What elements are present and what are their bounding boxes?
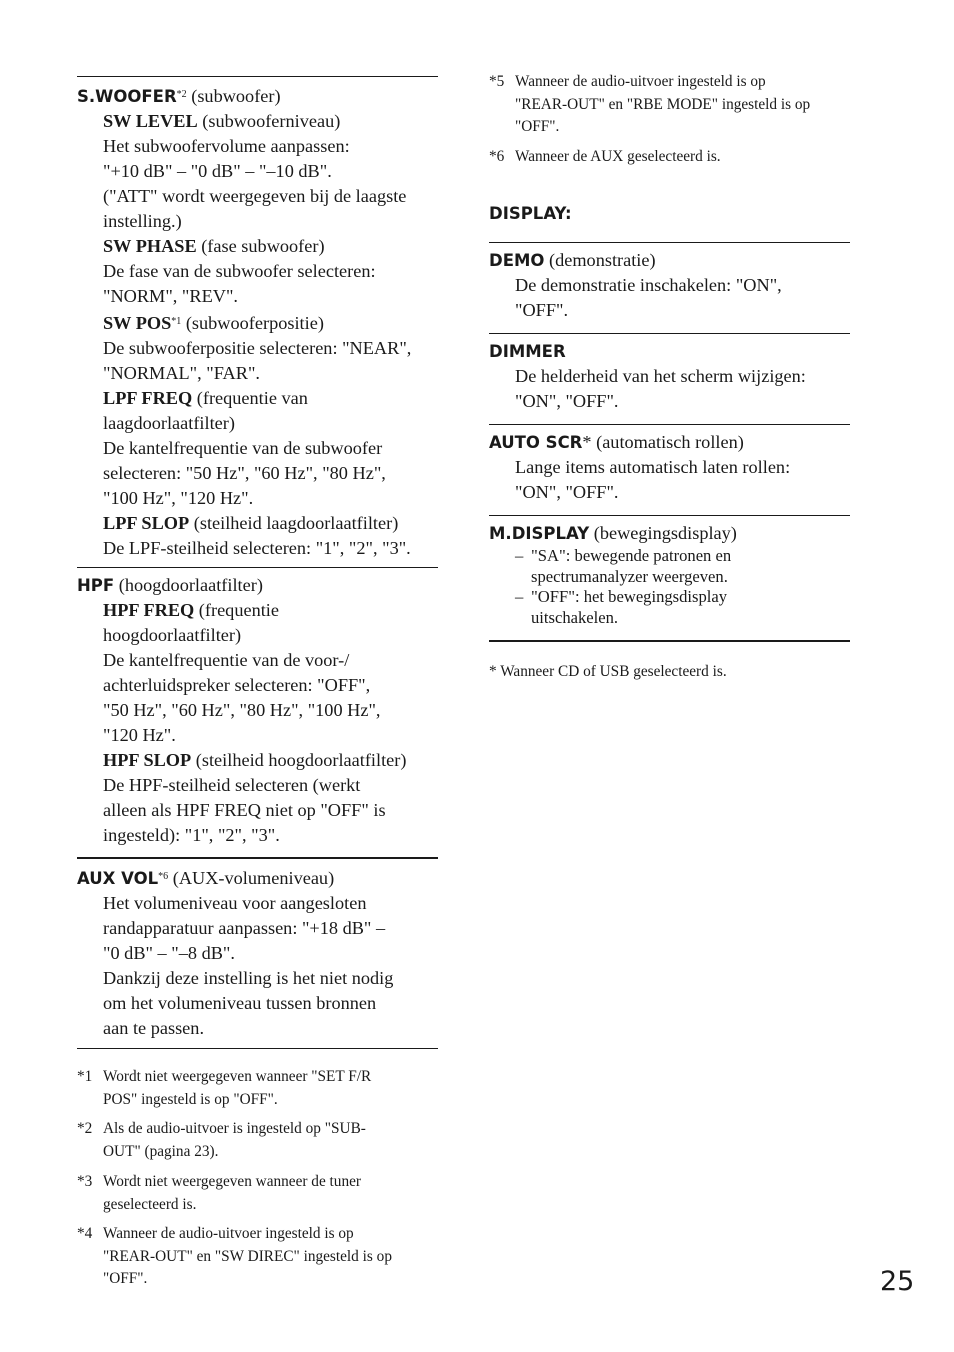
heading-label: AUTO SCR	[489, 433, 583, 452]
footnote-mark: *1	[77, 1068, 93, 1085]
section-heading	[489, 339, 850, 364]
text-line: Wordt niet weergegeven wanneer de tuner	[103, 1173, 361, 1190]
final-footnote: * Wanneer CD of USB geselecteerd is.	[489, 663, 727, 680]
text-line: geselecteerd is.	[103, 1195, 197, 1213]
section-heading	[489, 521, 850, 546]
text-line: Het subwoofervolume aanpassen:	[103, 136, 350, 156]
heading-desc: (demonstratie)	[544, 250, 656, 270]
footnote	[489, 146, 850, 169]
text-line: "OFF".	[515, 300, 569, 320]
section-heading	[77, 573, 438, 598]
item-desc: (steilheid hoogdoorlaatfilter)	[191, 750, 407, 770]
item-label: SW POS	[103, 313, 172, 333]
divider	[489, 333, 850, 334]
text-line: "OFF".	[515, 118, 560, 135]
item-sw-level	[103, 109, 438, 234]
text-line: uitschakelen.	[531, 607, 619, 627]
footnote-mark: *2	[77, 1120, 93, 1137]
text-line: De fase van de subwoofer selecteren:	[103, 261, 376, 281]
item-desc: (subwooferpositie)	[181, 313, 324, 333]
divider	[77, 857, 438, 859]
section-heading	[489, 248, 850, 273]
text-line: aan te passen.	[103, 1018, 205, 1038]
section-heading	[489, 430, 850, 455]
text-line: "NORMAL", "FAR".	[103, 363, 260, 383]
text-line: Wanneer de AUX geselecteerd is.	[515, 148, 721, 165]
item-desc: hoogdoorlaatfilter)	[103, 625, 242, 645]
text-line: "REAR-OUT" en "RBE MODE" ingesteld is op	[515, 95, 811, 113]
footnote	[77, 1171, 438, 1216]
text-line: Dankzij deze instelling is het niet nodig	[103, 968, 394, 988]
item-desc: (frequentie	[194, 600, 279, 620]
text-line: De kantelfrequentie van de voor-/	[103, 650, 350, 670]
text-line: achterluidspreker selecteren: "OFF",	[103, 675, 371, 695]
divider	[489, 515, 850, 516]
text-line: OUT" (pagina 23).	[103, 1142, 219, 1160]
dash-marker: –	[515, 546, 524, 565]
item-lpf-freq	[103, 386, 438, 511]
footnote-ref: *2	[176, 89, 187, 100]
text-line: "SA": bewegende patronen en	[531, 546, 732, 565]
text-line: "REAR-OUT" en "SW DIREC" ingesteld is op	[103, 1247, 392, 1265]
divider	[489, 424, 850, 425]
text-line: "NORM", "REV".	[103, 286, 238, 306]
text-line: "ON", "OFF".	[515, 391, 619, 411]
text-line: "0 dB" – "–8 dB".	[103, 943, 235, 963]
footnote-mark: *6	[489, 148, 505, 165]
item-sw-pos	[103, 309, 438, 386]
section-aux-vol	[77, 864, 438, 1041]
footnote	[77, 1066, 438, 1111]
display-heading: DISPLAY:	[489, 204, 572, 223]
item-label: LPF SLOP	[103, 513, 190, 533]
footnote-ref: *1	[171, 316, 182, 327]
text-line: "ON", "OFF".	[515, 482, 619, 502]
text-line: selecteren: "50 Hz", "60 Hz", "80 Hz",	[103, 463, 386, 483]
divider	[489, 242, 850, 243]
heading-label: M.DISPLAY	[489, 524, 590, 543]
text-line: "50 Hz", "60 Hz", "80 Hz", "100 Hz",	[103, 700, 381, 720]
bullet-list	[515, 546, 850, 628]
section-hpf	[77, 573, 438, 848]
footnote	[77, 1118, 438, 1163]
section-swoofer	[77, 82, 438, 561]
section-heading	[77, 864, 438, 891]
footnote	[77, 1223, 438, 1291]
heading-label: AUX VOL	[77, 869, 159, 888]
footnote-mark: *4	[77, 1225, 93, 1242]
text-line: De subwooferpositie selecteren: "NEAR",	[103, 338, 412, 358]
text-line: De demonstratie inschakelen: "ON",	[515, 275, 782, 295]
text-line: "OFF".	[103, 1270, 148, 1287]
item-label: SW LEVEL	[103, 111, 198, 131]
item-lpf-slop	[103, 511, 438, 561]
heading-desc: (subwoofer)	[186, 86, 281, 106]
item-desc: (steilheid laagdoorlaatfilter)	[189, 513, 399, 533]
section-m-display	[489, 521, 850, 628]
footnote-ref: *6	[158, 871, 169, 882]
item-sw-phase	[103, 234, 438, 309]
text-line: "120 Hz".	[103, 725, 176, 745]
item-label: LPF FREQ	[103, 388, 193, 408]
list-item	[515, 587, 850, 628]
section-auto-scr	[489, 430, 850, 505]
item-label: HPF FREQ	[103, 600, 195, 620]
heading-desc: (AUX-volumeniveau)	[168, 868, 335, 888]
section-dimmer	[489, 339, 850, 414]
text-line: ("ATT" wordt weergegeven bij de laagste	[103, 186, 407, 206]
section-heading	[77, 82, 438, 109]
text-line: spectrumanalyzer weergeven.	[531, 566, 728, 586]
footnote-mark: *5	[489, 73, 505, 90]
item-label: SW PHASE	[103, 236, 197, 256]
heading-desc: (bewegingsdisplay)	[589, 523, 737, 543]
footnote-ref: *	[582, 432, 592, 452]
text-line: De helderheid van het scherm wijzigen:	[515, 366, 806, 386]
text-line: De kantelfrequentie van de subwoofer	[103, 438, 383, 458]
item-hpf-slop	[103, 748, 438, 848]
footnote	[489, 71, 850, 139]
heading-label: S.WOOFER	[77, 87, 177, 106]
heading-label: DEMO	[489, 251, 545, 270]
heading-label: DIMMER	[489, 342, 566, 361]
text-line: Wanneer de audio-uitvoer ingesteld is op	[103, 1225, 354, 1242]
text-line: "100 Hz", "120 Hz".	[103, 488, 254, 508]
item-desc: (frequentie van	[192, 388, 308, 408]
text-line: "+10 dB" – "0 dB" – "–10 dB".	[103, 161, 332, 181]
text-line: De LPF-steilheid selecteren: "1", "2", "3".	[103, 538, 411, 558]
text-line: randapparatuur aanpassen: "+18 dB" –	[103, 918, 386, 938]
text-line: Het volumeniveau voor aangesloten	[103, 893, 367, 913]
page-number: 25	[880, 1266, 915, 1297]
footnote-mark: *3	[77, 1173, 93, 1190]
text-line: Lange items automatisch laten rollen:	[515, 457, 791, 477]
text-line: Wordt niet weergegeven wanneer "SET F/R	[103, 1068, 372, 1085]
text-line: "OFF": het bewegingsdisplay	[531, 587, 728, 606]
divider	[77, 1048, 438, 1049]
item-desc: (fase subwoofer)	[196, 236, 325, 256]
text-line: alleen als HPF FREQ niet op "OFF" is	[103, 800, 386, 820]
text-line: om het volumeniveau tussen bronnen	[103, 993, 377, 1013]
divider	[77, 76, 438, 77]
text-line: Wanneer de audio-uitvoer ingesteld is op	[515, 73, 766, 90]
item-label: HPF SLOP	[103, 750, 192, 770]
divider	[489, 640, 850, 642]
section-demo	[489, 248, 850, 323]
text-line: instelling.)	[103, 211, 182, 231]
heading-desc: (automatisch rollen)	[591, 432, 744, 452]
text-line: De HPF-steilheid selecteren (werkt	[103, 775, 361, 795]
divider	[77, 567, 438, 568]
item-hpf-freq	[103, 598, 438, 748]
dash-marker: –	[515, 587, 524, 606]
heading-label: HPF	[77, 576, 115, 595]
item-desc: laagdoorlaatfilter)	[103, 413, 235, 433]
list-item	[515, 546, 850, 587]
section-body	[103, 891, 438, 1041]
item-desc: (subwooferniveau)	[197, 111, 341, 131]
text-line: Als de audio-uitvoer is ingesteld op "SUB-	[103, 1120, 366, 1137]
text-line: ingesteld): "1", "2", "3".	[103, 825, 280, 845]
heading-desc: (hoogdoorlaatfilter)	[114, 575, 263, 595]
text-line: POS" ingesteld is op "OFF".	[103, 1090, 278, 1108]
